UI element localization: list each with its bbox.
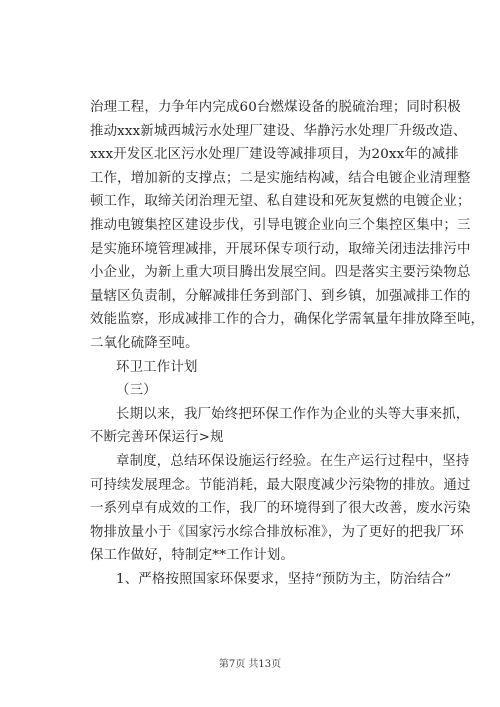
text-line: 长期以来，我厂始终把环保工作作为企业的头等大事来抓， (116, 406, 470, 422)
text-line: 小企业，为新上重大项目腾出发展空间。四是落实主要污染物总 (90, 265, 471, 281)
page-footer: 第7页 共13页 (218, 659, 282, 670)
text-line: 一系列卓有成效的工作，我厂的环境得到了很大改善，废水污染 (90, 501, 471, 517)
text-line: 章制度，总结环保设施运行经验。在生产运行过程中，坚持 (116, 453, 470, 469)
text-line: 是实施环境管理减排，开展环保专项行动，取缔关闭违法排污中 (90, 241, 471, 257)
text-line: 可持续发展理念。节能消耗，最大限度减少污染物的排放。通过 (90, 477, 471, 493)
text-line: 工作，增加新的支撑点；二是实施结构减，结合电镀企业清理整 (90, 170, 471, 186)
text-line: 环卫工作计划 (116, 359, 198, 375)
text-line: 顿工作，取缔关闭治理无望、私自建设和死灰复燃的电镀企业； (90, 194, 471, 210)
text-line: （三） (116, 383, 157, 399)
text-line: 物排放量小于《国家污水综合排放标准》，为了更好的把我厂环 (90, 524, 464, 540)
text-line: 1、严格按照国家环保要求，坚持“预防为主，防治结合” (116, 571, 452, 587)
text-line: 不断完善环保运行>规 (90, 430, 224, 446)
text-line: 推动电镀集控区建设步伐，引导电镀企业向三个集控区集中；三 (90, 217, 471, 233)
text-line: 治理工程，力争年内完成60台燃煤设备的脱硫治理；同时积极 (90, 100, 461, 115)
text-line: xxx开发区北区污水处理厂建设等减排项目，为20xx年的减排 (90, 147, 459, 163)
text-line: 量辖区负责制，分解减排任务到部门、到乡镇，加强减排工作的 (90, 288, 471, 304)
text-line: 效能监察，形成减排工作的合力，确保化学需氧量年排放降至吨， (90, 312, 485, 328)
text-line: 二氧化硫降至吨。 (90, 335, 199, 351)
text-line: 保工作做好，特制定**工作计划。 (90, 548, 295, 564)
document-body (90, 96, 485, 591)
text-line: 推动xxx新城西城污水处理厂建设、华静污水处理厂升级改造、 (90, 123, 467, 139)
